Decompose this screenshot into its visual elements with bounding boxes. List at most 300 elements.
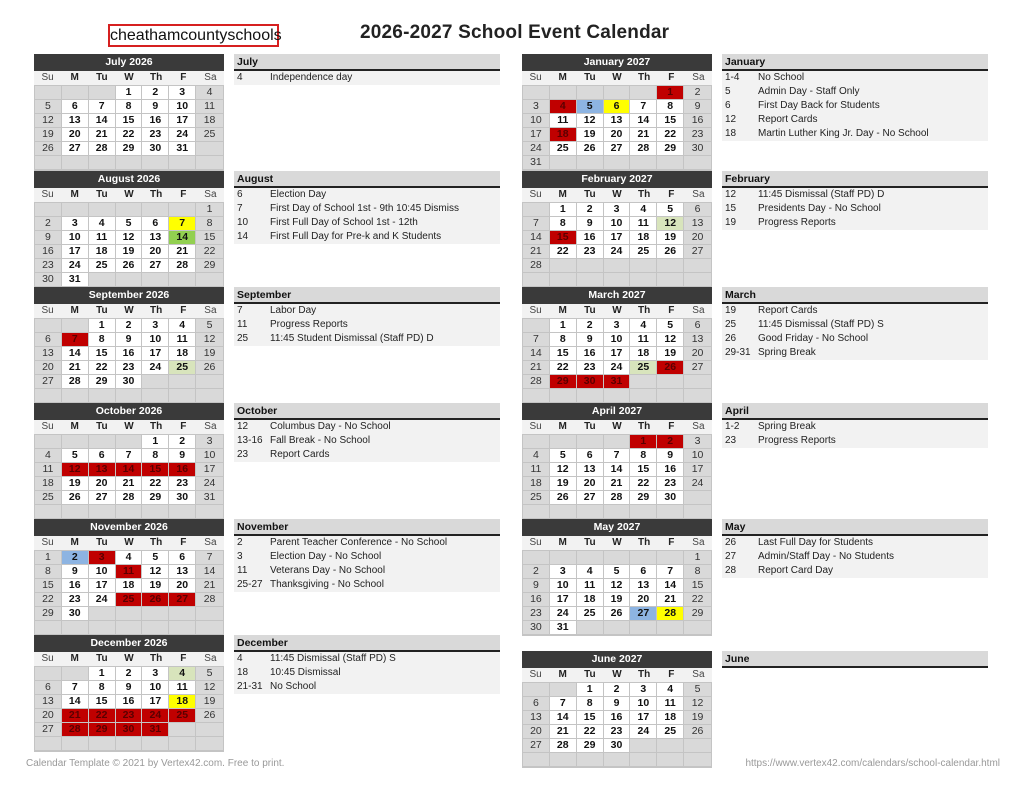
page-title: 2026-2027 School Event Calendar — [360, 22, 670, 43]
event-text: 11:45 Dismissal (Staff PD) D — [758, 189, 885, 200]
empty-day-cell — [550, 86, 577, 100]
calendar-day: 5 — [657, 319, 684, 333]
event-date: 11 — [237, 565, 248, 576]
calendar-day: 1 — [684, 551, 711, 565]
calendar-day: 22 — [550, 245, 577, 259]
weekday-label: Th — [150, 305, 163, 316]
empty-day-cell — [169, 389, 196, 403]
event-text: Admin Day - Staff Only — [758, 86, 860, 97]
calendar-day: 26 — [577, 142, 604, 156]
month-title: November 2026 — [34, 519, 224, 536]
event-row — [234, 202, 500, 216]
weekday-label: F — [180, 189, 187, 200]
calendar-day: 20 — [684, 231, 711, 245]
event-row — [234, 71, 500, 85]
event-row — [722, 318, 988, 332]
empty-day-cell — [35, 505, 62, 519]
event-text: Parent Teacher Conference - No School — [270, 537, 448, 548]
calendar-day: 5 — [657, 203, 684, 217]
calendar-day: 10 — [89, 565, 116, 579]
day-grid — [522, 202, 712, 288]
calendar-day: 6 — [630, 565, 657, 579]
calendar-day: 12 — [684, 697, 711, 711]
weekday-label: Tu — [96, 189, 108, 200]
weekday-label: Su — [529, 189, 542, 200]
empty-day-cell — [630, 259, 657, 273]
calendar-day: 18 — [169, 347, 196, 361]
empty-day-cell — [523, 683, 550, 697]
empty-day-cell — [630, 505, 657, 519]
event-list-september — [234, 287, 500, 346]
calendar-day: 15 — [550, 347, 577, 361]
empty-day-cell — [169, 273, 196, 287]
empty-day-cell — [550, 273, 577, 287]
calendar-day: 11 — [89, 231, 116, 245]
calendar-day: 19 — [684, 711, 711, 725]
calendar-day: 29 — [630, 491, 657, 505]
weekday-header-row — [34, 71, 224, 85]
event-row — [234, 680, 500, 694]
empty-day-cell — [89, 435, 116, 449]
calendar-day: 16 — [577, 347, 604, 361]
calendar-day: 19 — [657, 347, 684, 361]
event-date: 2 — [237, 537, 243, 548]
calendar-day: 29 — [116, 142, 143, 156]
calendar-day: 26 — [142, 593, 169, 607]
calendar-day: 6 — [62, 100, 89, 114]
calendar-day: 28 — [550, 739, 577, 753]
empty-day-cell — [35, 435, 62, 449]
weekday-label: Sa — [204, 421, 217, 432]
empty-day-cell — [684, 753, 711, 767]
calendar-day: 27 — [35, 375, 62, 389]
empty-day-cell — [35, 319, 62, 333]
event-list-december — [234, 635, 500, 694]
month-calendar-june — [522, 651, 712, 768]
empty-day-cell — [89, 505, 116, 519]
empty-day-cell — [116, 505, 143, 519]
calendar-day: 23 — [577, 361, 604, 375]
calendar-day: 5 — [196, 667, 223, 681]
empty-day-cell — [35, 203, 62, 217]
calendar-day: 23 — [684, 128, 711, 142]
event-row — [234, 304, 500, 318]
calendar-day: 15 — [116, 114, 143, 128]
calendar-day: 6 — [35, 333, 62, 347]
empty-day-cell — [142, 607, 169, 621]
empty-day-cell — [196, 375, 223, 389]
calendar-day: 23 — [169, 477, 196, 491]
weekday-label: M — [558, 189, 567, 200]
calendar-day: 2 — [577, 203, 604, 217]
calendar-day: 22 — [657, 128, 684, 142]
calendar-day: 3 — [550, 565, 577, 579]
empty-day-cell — [89, 737, 116, 751]
calendar-day: 26 — [604, 607, 631, 621]
event-date: 10 — [237, 217, 249, 228]
calendar-day: 9 — [62, 565, 89, 579]
calendar-day: 22 — [550, 361, 577, 375]
month-calendar-december — [34, 635, 224, 752]
calendar-day: 18 — [169, 695, 196, 709]
weekday-label: Th — [638, 72, 651, 83]
calendar-day: 29 — [35, 607, 62, 621]
weekday-header-row — [522, 304, 712, 318]
calendar-day: 20 — [89, 477, 116, 491]
calendar-day: 1 — [35, 551, 62, 565]
empty-day-cell — [657, 621, 684, 635]
empty-day-cell — [684, 505, 711, 519]
event-date: 18 — [725, 128, 737, 139]
weekday-label: W — [612, 305, 622, 316]
event-row — [722, 536, 988, 550]
weekday-label: W — [124, 305, 134, 316]
calendar-day: 17 — [630, 711, 657, 725]
calendar-day: 19 — [577, 128, 604, 142]
empty-day-cell — [657, 753, 684, 767]
event-text: 11:45 Dismissal (Staff PD) S — [758, 319, 884, 330]
calendar-day: 4 — [657, 683, 684, 697]
calendar-day: 12 — [604, 579, 631, 593]
calendar-day: 28 — [523, 259, 550, 273]
calendar-day: 27 — [630, 607, 657, 621]
day-grid — [34, 85, 224, 171]
day-grid — [522, 550, 712, 636]
event-row — [722, 564, 988, 578]
calendar-day: 1 — [630, 435, 657, 449]
event-text: Martin Luther King Jr. Day - No School — [758, 128, 929, 139]
calendar-day: 13 — [35, 695, 62, 709]
empty-day-cell — [523, 551, 550, 565]
calendar-day: 21 — [89, 128, 116, 142]
event-row — [234, 564, 500, 578]
calendar-day: 21 — [550, 725, 577, 739]
empty-day-cell — [523, 273, 550, 287]
empty-day-cell — [169, 505, 196, 519]
calendar-day: 5 — [577, 100, 604, 114]
empty-day-cell — [196, 505, 223, 519]
district-logo-text: cheathamcountyschools — [108, 24, 279, 47]
calendar-day: 1 — [657, 86, 684, 100]
calendar-day: 11 — [657, 697, 684, 711]
calendar-day: 5 — [550, 449, 577, 463]
empty-day-cell — [657, 505, 684, 519]
weekday-label: Su — [41, 421, 54, 432]
calendar-day: 1 — [142, 435, 169, 449]
calendar-day: 8 — [89, 681, 116, 695]
calendar-day: 5 — [62, 449, 89, 463]
event-text: Last Full Day for Students — [758, 537, 874, 548]
calendar-day: 3 — [604, 203, 631, 217]
calendar-day: 11 — [523, 463, 550, 477]
calendar-day: 25 — [89, 259, 116, 273]
calendar-day: 14 — [604, 463, 631, 477]
calendar-day: 16 — [116, 347, 143, 361]
calendar-day: 5 — [116, 217, 143, 231]
event-text: Election Day — [270, 189, 327, 200]
weekday-header-row — [522, 536, 712, 550]
weekday-label: M — [70, 72, 79, 83]
month-title: September 2026 — [34, 287, 224, 304]
day-grid — [34, 666, 224, 752]
calendar-day: 25 — [550, 142, 577, 156]
empty-day-cell — [35, 389, 62, 403]
calendar-day: 27 — [604, 142, 631, 156]
calendar-day: 6 — [577, 449, 604, 463]
calendar-day: 15 — [196, 231, 223, 245]
calendar-day: 19 — [35, 128, 62, 142]
empty-day-cell — [89, 389, 116, 403]
month-calendar-september — [34, 287, 224, 404]
weekday-label: W — [612, 537, 622, 548]
event-list-february — [722, 171, 988, 230]
empty-day-cell — [142, 273, 169, 287]
day-grid — [34, 202, 224, 288]
calendar-day: 3 — [196, 435, 223, 449]
month-title: June 2027 — [522, 651, 712, 668]
empty-day-cell — [142, 156, 169, 170]
calendar-day: 24 — [89, 593, 116, 607]
calendar-day: 21 — [657, 593, 684, 607]
empty-day-cell — [604, 621, 631, 635]
event-row — [234, 188, 500, 202]
empty-day-cell — [630, 753, 657, 767]
event-date: 7 — [237, 305, 243, 316]
empty-day-cell — [89, 156, 116, 170]
calendar-day: 4 — [169, 667, 196, 681]
weekday-label: M — [70, 189, 79, 200]
calendar-day: 24 — [142, 709, 169, 723]
event-text: Progress Reports — [270, 319, 348, 330]
empty-day-cell — [550, 753, 577, 767]
empty-day-cell — [577, 551, 604, 565]
weekday-label: Sa — [692, 72, 705, 83]
empty-day-cell — [657, 273, 684, 287]
calendar-day: 4 — [523, 449, 550, 463]
event-date: 6 — [237, 189, 243, 200]
empty-day-cell — [196, 621, 223, 635]
event-date: 4 — [237, 653, 243, 664]
calendar-day: 12 — [657, 333, 684, 347]
empty-day-cell — [604, 86, 631, 100]
empty-day-cell — [62, 505, 89, 519]
event-text: First Day Back for Students — [758, 100, 880, 111]
empty-day-cell — [169, 723, 196, 737]
empty-day-cell — [604, 273, 631, 287]
weekday-label: F — [180, 305, 187, 316]
empty-day-cell — [142, 203, 169, 217]
event-row — [722, 434, 988, 448]
empty-day-cell — [142, 375, 169, 389]
month-calendar-july — [34, 54, 224, 171]
calendar-day: 29 — [657, 142, 684, 156]
weekday-label: Sa — [204, 537, 217, 548]
calendar-day: 4 — [550, 100, 577, 114]
calendar-day: 21 — [62, 709, 89, 723]
empty-day-cell — [523, 203, 550, 217]
calendar-day: 2 — [62, 551, 89, 565]
month-title: May 2027 — [522, 519, 712, 536]
calendar-day: 15 — [35, 579, 62, 593]
calendar-day: 23 — [523, 607, 550, 621]
event-row — [722, 216, 988, 230]
month-title: February 2027 — [522, 171, 712, 188]
event-date: 23 — [725, 435, 737, 446]
empty-day-cell — [684, 375, 711, 389]
empty-day-cell — [630, 375, 657, 389]
calendar-day: 24 — [630, 725, 657, 739]
empty-day-cell — [577, 273, 604, 287]
event-text: Spring Break — [758, 347, 816, 358]
calendar-day: 18 — [196, 114, 223, 128]
calendar-day: 14 — [550, 711, 577, 725]
empty-day-cell — [604, 259, 631, 273]
event-list-title: March — [722, 287, 988, 304]
calendar-day: 6 — [523, 697, 550, 711]
calendar-day: 26 — [35, 142, 62, 156]
footer-url[interactable]: https://www.vertex42.com/calendars/school-calendar.html — [745, 758, 1000, 769]
calendar-day: 7 — [89, 100, 116, 114]
event-row — [234, 536, 500, 550]
calendar-day: 29 — [142, 491, 169, 505]
event-text: First Day of School 1st - 9th 10:45 Dismiss — [270, 203, 459, 214]
event-list-title: August — [234, 171, 500, 188]
empty-day-cell — [657, 389, 684, 403]
calendar-day: 20 — [35, 361, 62, 375]
calendar-day: 28 — [657, 607, 684, 621]
empty-day-cell — [196, 737, 223, 751]
calendar-day: 29 — [550, 375, 577, 389]
calendar-day: 30 — [116, 723, 143, 737]
event-list-title: February — [722, 171, 988, 188]
empty-day-cell — [169, 156, 196, 170]
empty-day-cell — [657, 156, 684, 170]
weekday-label: F — [668, 305, 675, 316]
event-date: 25 — [725, 319, 737, 330]
calendar-day: 19 — [604, 593, 631, 607]
weekday-label: M — [70, 421, 79, 432]
calendar-day: 23 — [604, 725, 631, 739]
weekday-label: M — [558, 305, 567, 316]
calendar-day: 16 — [169, 463, 196, 477]
event-date: 26 — [725, 333, 737, 344]
event-text: Progress Reports — [758, 217, 836, 228]
empty-day-cell — [684, 389, 711, 403]
calendar-day: 19 — [142, 579, 169, 593]
weekday-label: Th — [638, 189, 651, 200]
calendar-day: 17 — [62, 245, 89, 259]
weekday-header-row — [34, 536, 224, 550]
day-grid — [34, 550, 224, 636]
empty-day-cell — [604, 435, 631, 449]
calendar-day: 25 — [630, 361, 657, 375]
calendar-day: 17 — [604, 347, 631, 361]
weekday-label: Su — [529, 537, 542, 548]
day-grid — [522, 85, 712, 171]
event-row — [234, 230, 500, 244]
calendar-day: 21 — [630, 128, 657, 142]
empty-day-cell — [116, 273, 143, 287]
calendar-day: 3 — [630, 683, 657, 697]
empty-day-cell — [196, 273, 223, 287]
calendar-day: 28 — [196, 593, 223, 607]
calendar-day: 30 — [604, 739, 631, 753]
calendar-day: 15 — [630, 463, 657, 477]
calendar-day: 16 — [657, 463, 684, 477]
day-grid — [522, 682, 712, 768]
calendar-day: 27 — [684, 361, 711, 375]
calendar-day: 9 — [577, 333, 604, 347]
event-list-title: November — [234, 519, 500, 536]
calendar-day: 8 — [550, 217, 577, 231]
weekday-header-row — [34, 188, 224, 202]
empty-day-cell — [523, 753, 550, 767]
event-list-january — [722, 54, 988, 141]
calendar-day: 25 — [169, 709, 196, 723]
calendar-day: 20 — [577, 477, 604, 491]
calendar-day: 3 — [142, 667, 169, 681]
calendar-day: 7 — [116, 449, 143, 463]
event-list-august — [234, 171, 500, 244]
event-text: Report Cards — [758, 114, 818, 125]
weekday-label: Su — [41, 537, 54, 548]
weekday-label: Tu — [584, 537, 596, 548]
calendar-day: 13 — [35, 347, 62, 361]
empty-day-cell — [116, 203, 143, 217]
empty-day-cell — [550, 683, 577, 697]
event-date: 19 — [725, 217, 737, 228]
weekday-label: W — [612, 72, 622, 83]
weekday-label: Tu — [96, 653, 108, 664]
empty-day-cell — [604, 551, 631, 565]
calendar-day: 21 — [523, 361, 550, 375]
calendar-day: 30 — [142, 142, 169, 156]
weekday-label: Su — [41, 72, 54, 83]
calendar-day: 20 — [630, 593, 657, 607]
empty-day-cell — [169, 737, 196, 751]
empty-day-cell — [630, 389, 657, 403]
calendar-day: 30 — [657, 491, 684, 505]
calendar-day: 23 — [142, 128, 169, 142]
calendar-day: 15 — [142, 463, 169, 477]
calendar-day: 5 — [142, 551, 169, 565]
calendar-day: 10 — [169, 100, 196, 114]
calendar-day: 14 — [630, 114, 657, 128]
event-list-may — [722, 519, 988, 578]
calendar-day: 21 — [523, 245, 550, 259]
weekday-label: W — [612, 189, 622, 200]
weekday-label: M — [70, 537, 79, 548]
calendar-day: 9 — [657, 449, 684, 463]
event-date: 3 — [237, 551, 243, 562]
calendar-day: 24 — [684, 477, 711, 491]
event-date: 21-31 — [237, 681, 263, 692]
calendar-day: 7 — [196, 551, 223, 565]
calendar-day: 10 — [684, 449, 711, 463]
calendar-day: 15 — [89, 347, 116, 361]
event-date: 15 — [725, 203, 737, 214]
calendar-day: 8 — [550, 333, 577, 347]
event-text: Admin/Staff Day - No Students — [758, 551, 894, 562]
calendar-day: 13 — [523, 711, 550, 725]
calendar-day: 18 — [550, 128, 577, 142]
calendar-day: 20 — [523, 725, 550, 739]
weekday-label: M — [558, 72, 567, 83]
calendar-day: 20 — [604, 128, 631, 142]
calendar-day: 18 — [116, 579, 143, 593]
event-date: 25-27 — [237, 579, 263, 590]
calendar-day: 10 — [604, 333, 631, 347]
